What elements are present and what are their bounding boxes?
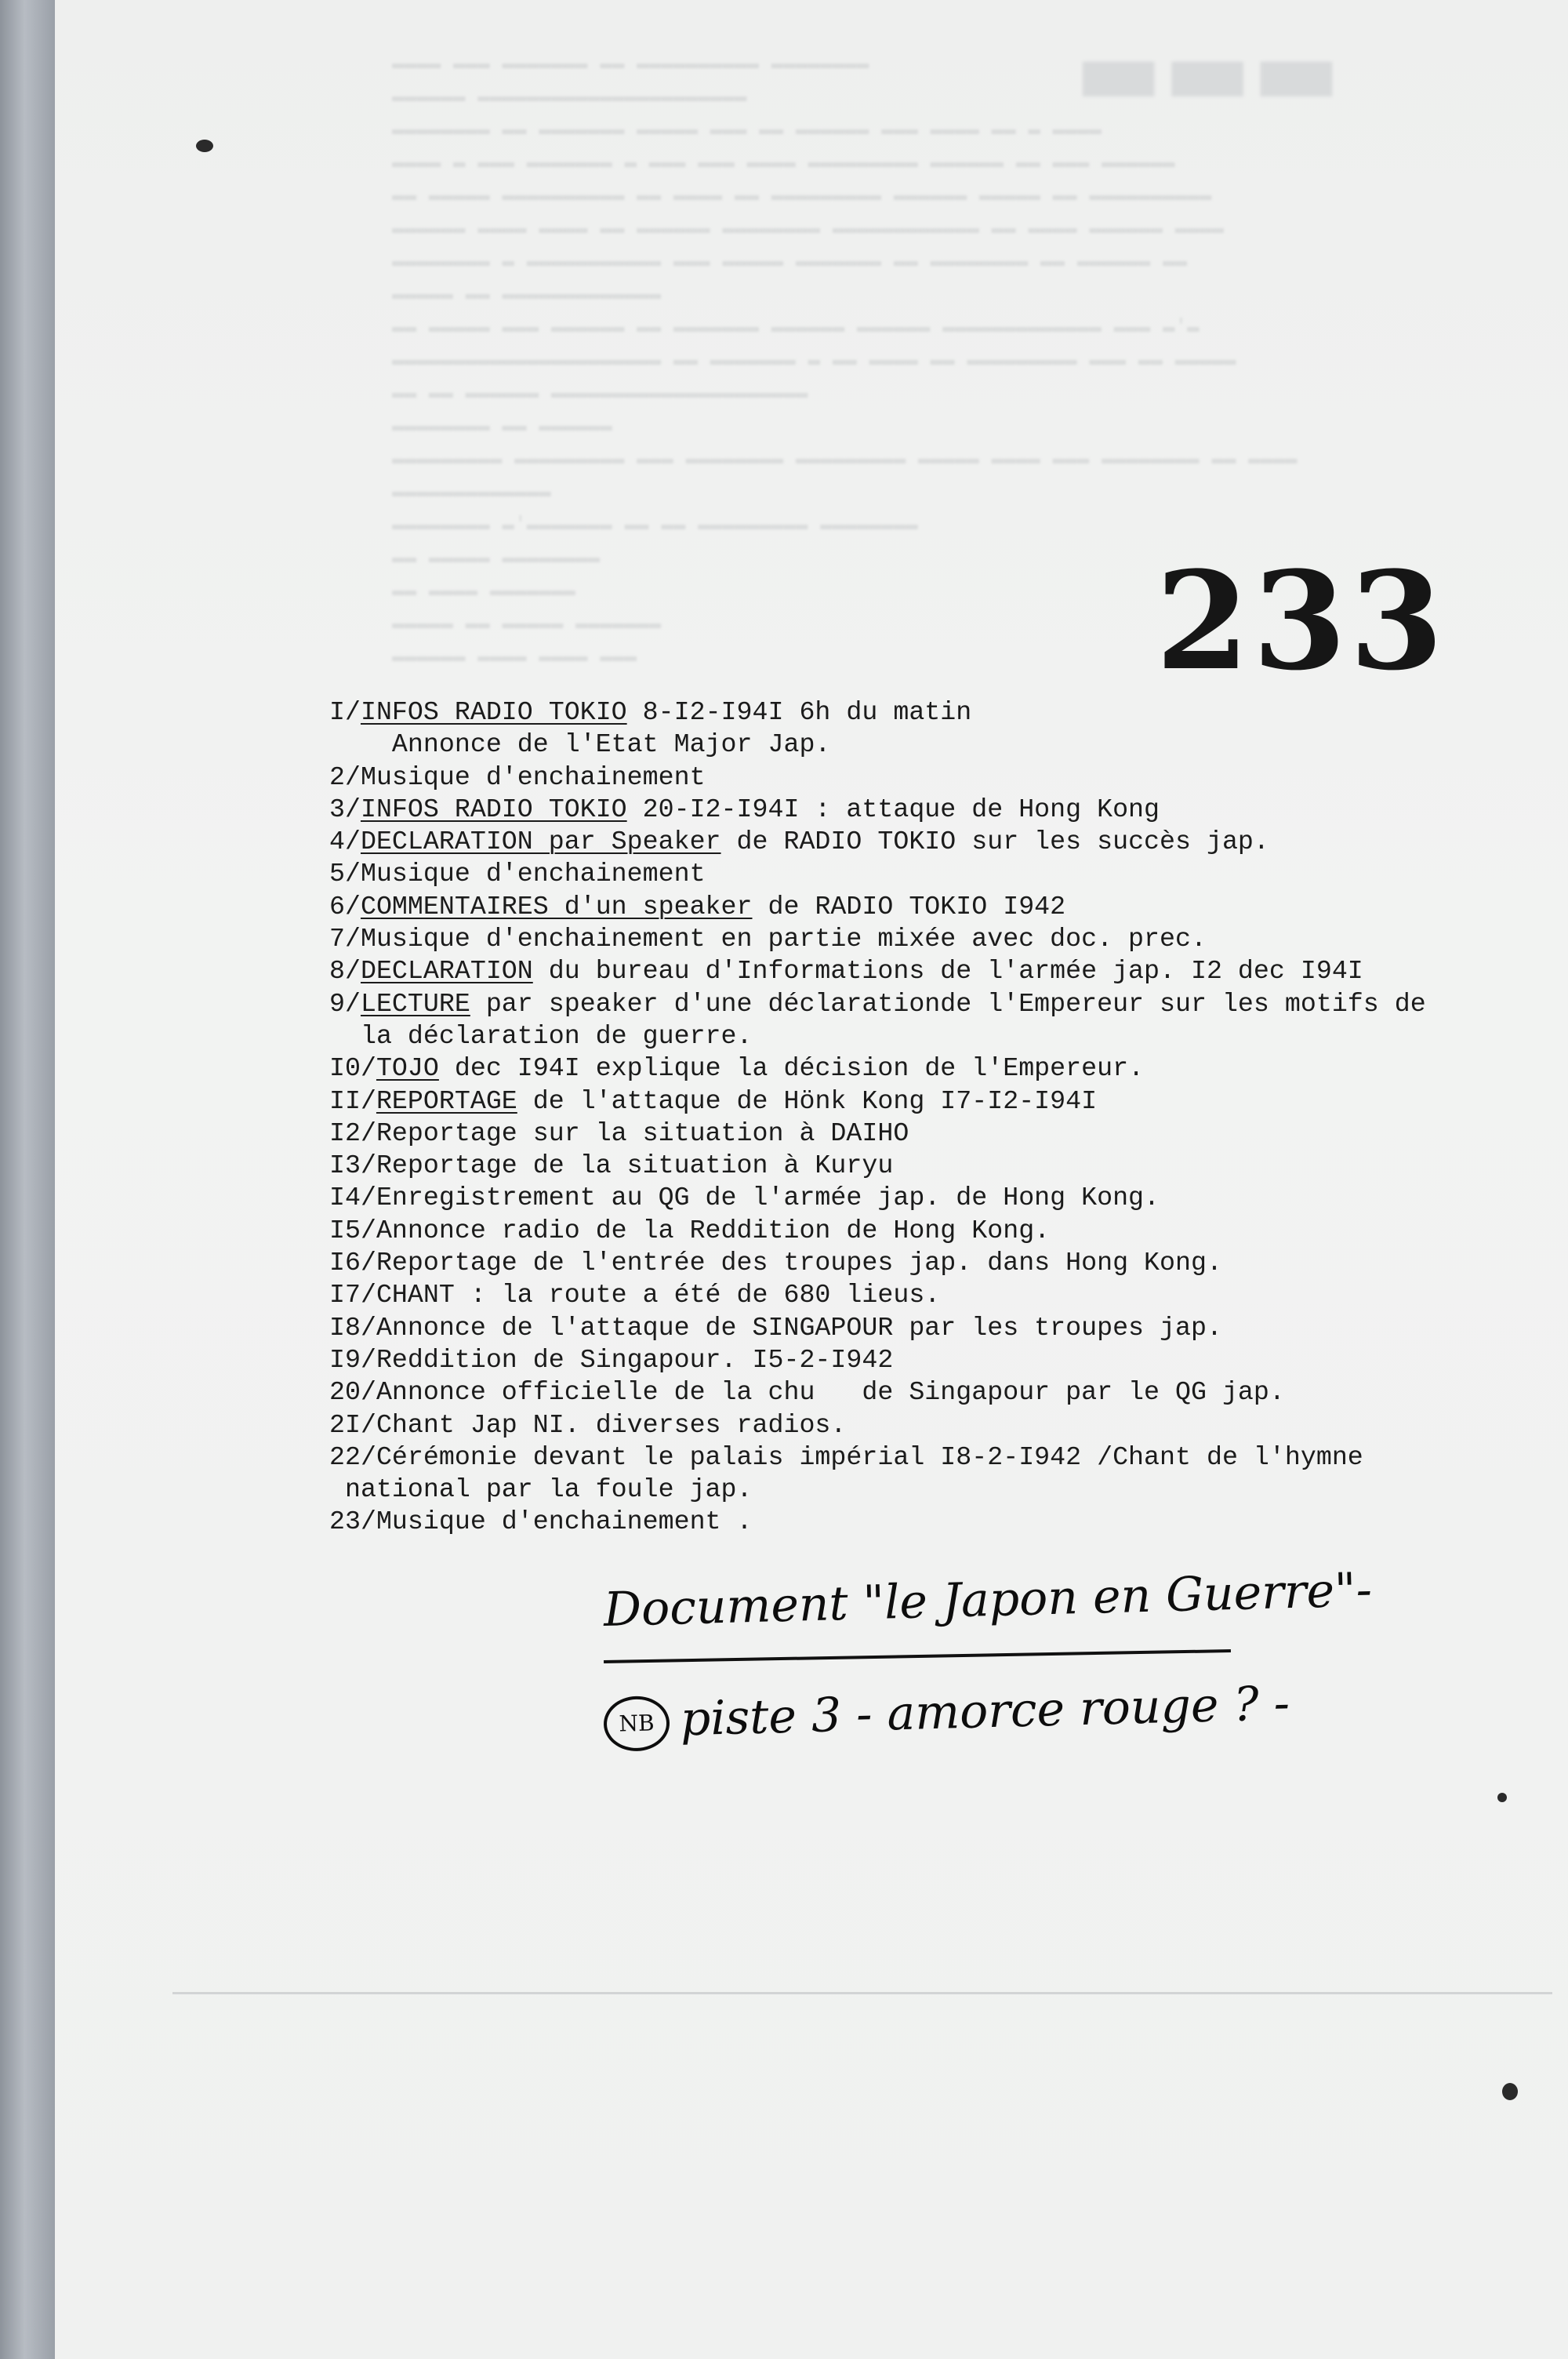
track-text: Cérémonie devant le palais impérial I8-2-I942 /Chant de l'hymne (376, 1441, 1363, 1472)
track-text: par speaker d'une déclarationde l'Empereur sur les motifs de (470, 988, 1426, 1019)
track-number: I0/ (329, 1053, 376, 1084)
track-text: du bureau d'Informations de l'armée jap. I2 dec I94I (532, 956, 1363, 987)
track-entry (329, 794, 1552, 826)
track-text: de l'attaque de Hönk Kong I7-I2-I94I (517, 1085, 1098, 1116)
track-entry (329, 1279, 1552, 1311)
track-number: I9/ (329, 1344, 376, 1375)
track-entry (329, 988, 1552, 1053)
track-entry (329, 1506, 1552, 1538)
track-number: 8/ (329, 956, 361, 987)
track-entry (329, 1215, 1552, 1247)
page-number: 233 (1156, 541, 1447, 700)
bleed-through-text: ▬▬▬▬ ▬▬▬ ▬▬▬▬▬▬▬ ▬▬ ▬▬▬▬▬▬▬▬▬▬ ▬▬▬▬▬▬▬▬ ▬▬▬▬▬▬ ▬▬▬▬▬▬▬▬▬▬▬▬▬▬▬▬▬▬▬▬▬▬ ▬▬▬▬▬▬▬▬ ▬▬ ▬▬▬▬▬▬▬ ▬▬▬▬▬ ▬▬▬ ▬▬ ▬▬▬▬▬▬ ▬▬▬ ▬▬▬▬ ▬▬ ▬ ▬▬▬▬ ▬▬▬▬ ▬ ▬▬▬ ▬▬▬▬▬▬▬ ▬ ▬▬▬ ▬▬▬ ▬▬▬▬ ▬▬▬▬▬▬▬▬▬ ▬▬▬▬▬▬ ▬▬ ▬▬▬ ▬▬▬▬▬▬ ▬▬ ▬▬▬▬▬ ▬▬▬▬▬▬▬▬▬▬ ▬▬ ▬▬▬▬ ▬▬ ▬▬▬▬▬▬▬▬▬ ▬▬▬▬▬▬ ▬▬▬▬▬ ▬▬ ▬▬▬▬▬▬▬▬▬▬ ▬▬▬▬▬▬ ▬▬▬▬ ▬▬▬▬ ▬▬ ▬▬▬▬▬▬ ▬▬▬▬▬▬▬▬ ▬▬▬▬▬▬▬▬▬▬▬▬ ▬▬ ▬▬▬▬ ▬▬▬▬▬▬ ▬▬▬▬ ▬▬▬▬▬▬▬▬ ▬ ▬▬▬▬▬▬▬▬▬▬▬ ▬▬▬ ▬▬▬▬▬ ▬▬▬▬▬▬▬ ▬▬ ▬▬▬▬▬▬▬▬ ▬▬ ▬▬▬▬▬▬ ▬▬ ▬▬▬▬▬ ▬▬ ▬▬▬▬▬▬▬▬▬▬▬▬▬ ▬▬ ▬▬▬▬▬ ▬▬▬ ▬▬▬▬▬▬ ▬▬ ▬▬▬▬▬▬▬ ▬▬▬▬▬▬ ▬▬▬▬▬▬ ▬▬▬▬▬▬▬▬▬▬▬▬▬ ▬▬▬ ▬'▬ ▬▬▬▬▬▬▬▬▬▬▬▬▬▬▬▬▬▬▬▬▬▬ ▬▬ ▬▬▬▬▬▬▬ ▬ ▬▬ ▬▬▬▬ ▬▬ ▬▬▬▬▬▬▬▬▬ ▬▬▬ ▬▬ ▬▬▬▬▬ ▬▬ ▬▬ ▬▬▬▬▬▬ ▬▬▬▬▬▬▬▬▬▬▬▬▬▬▬▬▬▬▬▬▬ ▬▬▬▬▬▬▬▬ ▬▬ ▬▬▬▬▬▬ ▬▬▬▬▬▬▬▬▬ ▬▬▬▬▬▬▬▬▬ ▬▬▬ ▬▬▬▬▬▬▬▬ ▬▬▬▬▬▬▬▬▬ ▬▬▬▬▬ ▬▬▬▬ ▬▬▬ ▬▬▬▬▬▬▬▬ ▬▬ ▬▬▬▬ ▬▬▬▬▬▬▬▬▬▬▬▬▬ ▬▬▬▬▬▬▬▬ ▬'▬▬▬▬▬▬▬ ▬▬ ▬▬ ▬▬▬▬▬▬▬▬▬ ▬▬▬▬▬▬▬▬ ▬▬ ▬▬▬▬▬ ▬▬▬▬▬▬▬▬ ▬▬ ▬▬▬▬ ▬▬▬▬▬▬▬ ▬▬▬▬▬ ▬▬ ▬▬▬▬▬ ▬▬▬▬▬▬▬ ▬▬▬▬▬▬ ▬▬▬▬ ▬▬▬▬ ▬▬▬ (392, 52, 1298, 668)
paper-speck (1502, 2083, 1518, 2100)
track-entry (329, 1247, 1552, 1279)
track-number: I5/ (329, 1215, 376, 1245)
track-entry (329, 1312, 1552, 1344)
track-number: 2I/ (329, 1409, 376, 1440)
track-text: Musique d'enchainement (360, 859, 706, 889)
track-title-underlined: DECLARATION (360, 956, 533, 987)
track-text: Musique d'enchainement en partie mixée avec doc. prec. (360, 924, 1207, 954)
track-entry (329, 923, 1552, 955)
handwritten-note-2 (603, 1676, 1290, 1752)
track-number: I2/ (329, 1118, 376, 1148)
track-entry (329, 1182, 1552, 1214)
track-number: 2/ (329, 761, 361, 792)
track-entry (329, 1376, 1552, 1408)
track-text: CHANT : la route a été de 680 lieus. (376, 1280, 941, 1310)
book-binding (0, 0, 55, 2359)
track-number: 23/ (329, 1507, 376, 1537)
track-text: Musique d'enchainement . (376, 1507, 753, 1537)
track-text: dec I94I explique la décision de l'Empereur. (438, 1053, 1145, 1084)
track-entry (329, 955, 1552, 987)
track-number: 7/ (329, 924, 361, 954)
circled-nb-mark: NB (603, 1696, 670, 1752)
track-title-underlined: REPORTAGE (376, 1085, 517, 1116)
paper-speck (1497, 1793, 1507, 1802)
track-text: 20-I2-I94I : attaque de Hong Kong (626, 794, 1160, 824)
track-number: 5/ (329, 859, 361, 889)
paper-speck (196, 140, 213, 152)
track-text: Reportage de l'entrée des troupes jap. dans Hong Kong. (376, 1248, 1222, 1278)
bleed-through-rule (172, 1992, 1552, 1994)
track-number: I7/ (329, 1280, 376, 1310)
track-entry (329, 1441, 1552, 1507)
track-number: 4/ (329, 827, 361, 857)
track-text: de RADIO TOKIO sur les succès jap. (720, 827, 1269, 857)
handwritten-underline (604, 1649, 1231, 1663)
track-text: Reportage de la situation à Kuryu (376, 1150, 894, 1181)
track-text: Reddition de Singapour. I5-2-I942 (376, 1344, 894, 1375)
bleed-through-number: ▬▬▬ (1074, 16, 1341, 126)
track-entry (329, 1052, 1552, 1085)
track-number: 6/ (329, 891, 361, 921)
track-title-underlined: COMMENTAIRES d'un speaker (360, 891, 753, 921)
track-text: Enregistrement au QG de l'armée jap. de Hong Kong. (376, 1183, 1160, 1213)
track-text: Annonce officielle de la chu de Singapour par le QG jap. (376, 1377, 1285, 1408)
track-number: 20/ (329, 1377, 376, 1408)
track-number: I4/ (329, 1183, 376, 1213)
track-entry (329, 1344, 1552, 1376)
track-entry (329, 1150, 1552, 1182)
track-text-continuation: Annonce de l'Etat Major Jap. (329, 729, 831, 760)
track-entry (329, 1085, 1552, 1118)
track-number: I/ (329, 697, 361, 727)
track-text: 8-I2-I94I 6h du matin (626, 697, 972, 727)
track-list (329, 696, 1552, 1539)
track-text: Annonce de l'attaque de SINGAPOUR par les troupes jap. (376, 1312, 1222, 1343)
track-number: I8/ (329, 1312, 376, 1343)
track-text: Reportage sur la situation à DAIHO (376, 1118, 909, 1148)
track-text-continuation: la déclaration de guerre. (329, 1020, 753, 1051)
track-text-continuation: national par la foule jap. (329, 1474, 753, 1505)
track-entry (329, 858, 1552, 890)
track-text: de RADIO TOKIO I942 (752, 891, 1066, 921)
track-title-underlined: DECLARATION par Speaker (360, 827, 721, 857)
track-number: I3/ (329, 1150, 376, 1181)
track-entry (329, 696, 1552, 761)
track-title-underlined: INFOS RADIO TOKIO (360, 697, 627, 727)
track-number: 9/ (329, 988, 361, 1019)
track-text: Chant Jap NI. diverses radios. (376, 1409, 847, 1440)
handwritten-note-text: Document "le Japon en Guerre"- (603, 1562, 1373, 1637)
track-title-underlined: LECTURE (360, 988, 470, 1019)
handwritten-note (603, 1562, 1373, 1637)
handwritten-note-2-text: piste 3 - amorce rouge ? - (679, 1676, 1290, 1747)
track-entry (329, 826, 1552, 858)
track-text: Musique d'enchainement (360, 761, 706, 792)
track-number: 3/ (329, 794, 361, 824)
track-entry (329, 1118, 1552, 1150)
track-title-underlined: INFOS RADIO TOKIO (360, 794, 627, 824)
track-number: 22/ (329, 1441, 376, 1472)
track-entry (329, 891, 1552, 923)
track-entry (329, 1409, 1552, 1441)
document-page (55, 0, 1568, 2359)
track-entry (329, 761, 1552, 794)
track-text: Annonce radio de la Reddition de Hong Kong. (376, 1215, 1051, 1245)
track-number: II/ (329, 1085, 376, 1116)
track-number: I6/ (329, 1248, 376, 1278)
track-title-underlined: TOJO (376, 1053, 439, 1084)
